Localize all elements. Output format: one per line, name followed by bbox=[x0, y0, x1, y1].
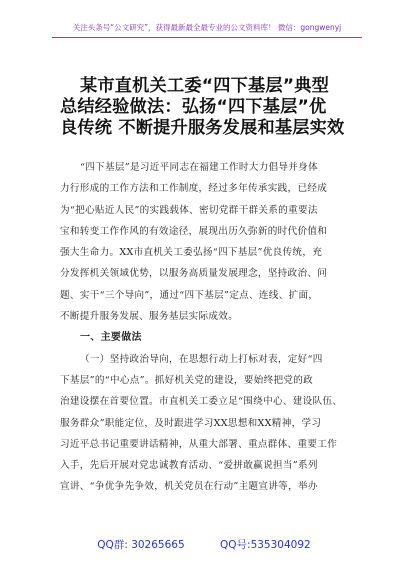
paragraph-line: 宝和转变工作作风的有效途径，展现出历久弥新的时代价值和 bbox=[60, 225, 328, 237]
paragraph-line: 下基层”的“中心点”。抓好机关党的建设，要始终把党的政 bbox=[60, 374, 314, 386]
header-banner: 关注头条号“公文研究”，获得最新最全最专业的公文资料库！ 微信：gongwenyj bbox=[52, 22, 362, 38]
paragraph-line: 习近平总书记重要讲话精神，从重大部署、重点群体、重要工作 bbox=[60, 438, 338, 450]
paragraph-line: 题、实干“三个导向”，通过“四下基层”定点、连线、扩面， bbox=[60, 289, 319, 301]
document-title bbox=[60, 76, 360, 139]
title-line: 某市直机关工委“四下基层”典型 bbox=[80, 76, 330, 96]
document-body bbox=[60, 157, 360, 498]
qq-group-text: QQ群: 30265665 bbox=[97, 539, 185, 551]
paragraph-line: “四下基层”是习近平同志在福建工作时大力倡导并身体 bbox=[80, 162, 318, 173]
paragraph-line: 宣讲、“争优争先争效，机关党员在行动”主题宣讲等，举办 bbox=[60, 481, 318, 493]
paragraph-line: 治建设摆在首要位置。市直机关工委立足“围绕中心、建设队伍、 bbox=[60, 396, 343, 408]
section-heading: 一、主要做法 bbox=[80, 332, 142, 344]
paragraph-line: 分发挥机关领域优势，以服务高质量发展理念，坚持政治、问 bbox=[60, 268, 328, 280]
paragraph-line: （一）坚持政治导向，在思想行动上打标对表，定好“四 bbox=[80, 353, 323, 365]
qq-number-text: QQ号:535304092 bbox=[220, 539, 311, 551]
paragraph-line: 为“把心贴近人民”的实践载体、密切党群干群关系的重要法 bbox=[60, 204, 318, 216]
paragraph-line: 强大生命力。XX市直机关工委弘扬“四下基层”优良传统，充 bbox=[60, 247, 323, 259]
paragraph-line: 服务群众”职能定位，及时跟进学习XX思想和XX精神，学习 bbox=[60, 417, 322, 429]
paragraph-line: 入手，先后开展对党忠诚教育活动、“爱拼敢赢说担当”系列 bbox=[60, 460, 318, 472]
footer-contact bbox=[0, 537, 408, 552]
title-line: 良传统 不断提升服务发展和基层实效 bbox=[60, 118, 345, 138]
paragraph-line: 力行形成的工作方法和工作制度，经过多年传承实践，已经成 bbox=[60, 183, 328, 195]
title-line: 总结经验做法：弘扬“四下基层”优 bbox=[60, 97, 327, 117]
paragraph-line: 不断提升服务发展、服务基层实际成效。 bbox=[60, 311, 239, 323]
